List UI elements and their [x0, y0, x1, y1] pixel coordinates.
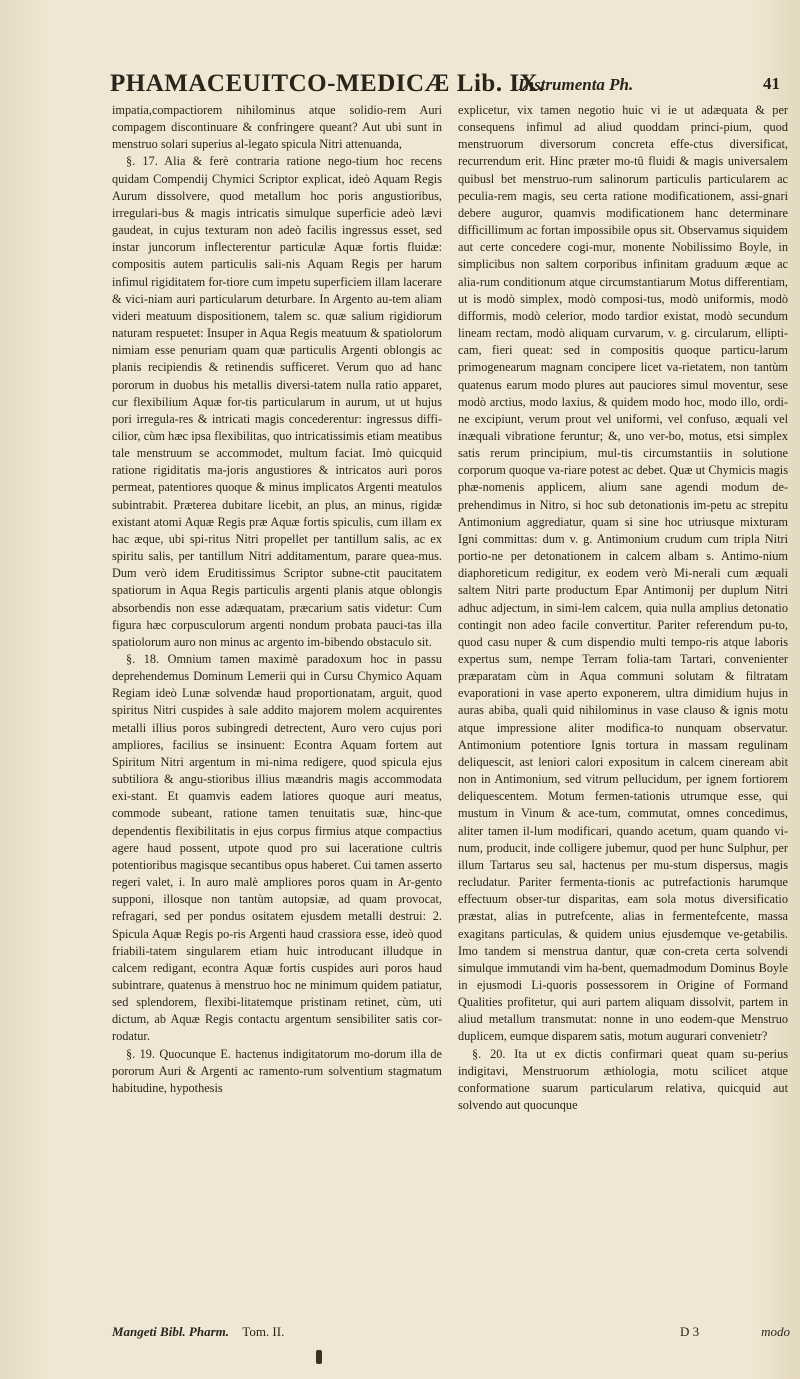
- footer-tome: Tom. II.: [242, 1324, 285, 1339]
- paragraph: §. 19. Quocunque E. hactenus indigitatorum mo-dorum illa de pororum Auri & Argenti ac ramento-rum solventium stagmatum habitudine, hypothesis: [112, 1046, 442, 1095]
- page-number: 41: [763, 74, 780, 93]
- running-title: PHAMACEUITCO-MEDICÆ Lib. IX.: [110, 70, 545, 97]
- left-column: [112, 102, 442, 1322]
- paragraph: §. 18. Omnium tamen maximè paradoxum hoc in passu deprehendemus Dominum Lemerii qui in Cursu Chymico Aquam Regiam ideò Lunæ solvendæ haud proportionatam, arguit, quod spiritus Nitri cuspides à sale addito majorem molem acquirentes metalli illius poros subingredi detrectent, Auro vero cujus pori ampliores, facilius se insinuent: Econtra Aquam fortem aut Spiritum Nitri argentum in mi-nima redigere, quod spicula ejus subtiliora & angu-stioribus illius mæandris magis accommodata exi-stant. Et quamvis eadem latiores quoque auri meatus, commode subeant, ratione tamen tenuitatis suæ, hinc-que dependentis flexibilitatis in ejus corpus firmius atque compactius agere haud possent, utpote quod pro sui laceratione cultris potentioribus magisque secantibus opus haberet. Cui tamen asserto regeri valet, i. In auro malè ampliores poros quam in Ar-gento supponi, illosque non tantùm autopsiæ, ad quam provocat, refragari, sed per pondus ositatem ejusdem metalli destrui: 2. Spicula Aquæ Regis po-ris Argenti haud crassiora esse, ideò quod friabili-tatem singularem etiam huic introducant illudque in calcem redigant, econtra Aquæ fortis cuspides auri poros haud subintrare, quatenus à menstruo hoc ne minimum quidem patiatur, sed splendorem, flexibi-litatemque pristinam retinet, cùm, uti dictum, ab Aquæ Regis contactu argentum sensibiliter satis cor-rodatur.: [112, 652, 442, 1044]
- footer-source: Mangeti Bibl. Pharm.: [112, 1324, 230, 1339]
- right-column: [458, 102, 788, 1322]
- text-columns: [112, 102, 796, 1322]
- catchword: modo: [761, 1324, 790, 1339]
- paragraph: impatia,compactiorem nihilominus atque solidio-rem Auri compagem discontinuare & confringere queant? Aut ubi sunt in menstruo solari superius al-legato spicula Nitri attenuanda,: [112, 103, 442, 152]
- signature-mark: D 3: [680, 1324, 700, 1339]
- page-header: [110, 70, 780, 104]
- section-title: Instrumenta Ph.: [518, 75, 634, 94]
- page-footer: [112, 1324, 284, 1340]
- ink-blot: [316, 1350, 322, 1364]
- paragraph: §. 20. Ita ut ex dictis confirmari queat quam su-perius indigitavi, Menstruorum æthiologia, motu scilicet atque conformatione suarum particularum relativa, quicquid aut solvendo aut quocunque: [458, 1046, 788, 1113]
- paragraph: §. 17. Alia & ferè contraria ratione nego-tium hoc recens quidam Compendij Chymici Scriptor explicat, ideò Aquam Regis Aurum dissolvere, quod metallum hoc poris angustioribus, irregulari-bus & magis intricatis simulque superficie adeò lævi gaudeat, in cujus texturam non adeò facilis ingressus esset, sed instar juncorum inflecterentur particulæ Aquæ fortis fluidæ: compositis autem particulis sali-nis Aquam Regis per harum infimul rigiditatem for-tiore cum impetu superficiem illam lacerare & vici-niam auri particularum deturbare. In Argento au-tem aliam videri meatuum dispositionem, talem sc. quæ salium rigidiorum naturam respuetet: Insuper in Aqua Regis meatuum & spatiolorum nimiam esse penuriam quam quæ particulis Argenti oblongis ac planis recipiendis & retinendis sufficeret. Verum quo ad hanc pororum in duobus his metallis diversi-tatem nulla ratio apparet, cur flexibilium Aquæ for-tis particularum in aurum, ut ut hujus pori irregula-res & intricati magis concederentur: ingressus diffi-cilior, cùm hæc ipsa flexibilitas, quo intricatissimis etiam meatibus tale menstruum se accommodet, multum faciat. Imò quicquid ratione rigiditatis ma-joris angustiores & intricatos auri poros permeat, patentiores quoque & minus implicatos Argenti meatulos subintrabit. Præterea dubitare licebit, an plus, an minus, rigidæ existant atomi Aquæ Regis præ Aquæ fortis spiculis, cum illam ex hac æque, ubi spi-ritus Nitri propellet per tantillum salis, ac ex spiritu salis, per tantillum Nitri additamentum, parare quea-mus. Dum verò idem Eruditissimus Scriptor subne-ctit paucitatem spatiorum in Aqua Regis particulis argenti planis atque oblongis absorbendis non esse adæquatam, præcarium satis videtur: Cum figura hæc corpusculorum argenti nondum probata pauci-tas illa spatiolorum auro non minus ac argento im-bibendo obstaculo sit.: [112, 154, 442, 649]
- paragraph: explicetur, vix tamen negotio huic vi ie ut adæquata & per consequens infimul ad aliud quoddam princi-pium, quod menstruorum diversorum concreta effe-ctus diversificat, recurrendum erit. Hinc præter mo-tû fluidi & magis universalem quibusl bet menstruo-rum salinorum particulis particularem ac peculia-rem magis, seu certa ratione modificationem, assi-gnari debere auguror, quamvis modificationem hanc determinare difficillimum ac fortan impossibile opus sit. Observamus siquidem aut certe concedere cogi-mur, monente Nobilissimo Boyle, in simplicibus non saltem corporibus infinitam graduum æque ac alia-rum conditionum atque circumstantiarum Motus differentiam, ut is modò simplex, modò composi-tus, modò uniformis, modò difformis, modò celerior, modo tardior existat, modò secundum lineam rectam, modò aliquam curvarum, v. g. circularum, ellipti-cam, fieri queat: sed in compositis quoque particu-larum primogenearum magnam concipere licet va-rietatem, non tantùm quatenus earum modo plures aut pauciores simul moventur, sese modò arctius, modo laxius, & quidem modo hoc, modo illo, ordi-ne excipiunt, verum prout vel uniformi, vel confuso, æquali vel inæquali vibratione feruntur; &, uno ver-bo, motus, etsi simplex satis rerum principium, mul-tis circumstantiis in solutione corporum quoque va-riare potest ac debet. Quæ ut Chymicis magis phæ-nomenis applicem, alium sane agendi modum de-prehendimus in Nitro, si hoc sub detonationis im-petu ac strepitu Antimonium aggrediatur, quam si sine hoc utriusque mixturam Igni committas: dum v. g. Antimonium crudum cum tripla Nitri portio-ne per detonationem in calcem albam s. Antimo-nium diaphoreticum redigitur, ex eodem verò Mi-nerali cum æquali saltem Nitri parte productum Epar Antimonij per duplum Nitri adhuc adjectum, in simi-lem calcem, quia nulla amplius detonatio contingit non adeo facile convertitur. Pariter referendum pu-to, quod casu nuper & cum dispendio multi tempo-ris atque laboris expertus sum, nempe Terram folia-tam Tartari, convenienter præparatam cùm in Aqua communi solutam & filtratam evaporationi in vase aperto exponerem, ultra dimidium hujus in auras abiba, quali quid nihilominus in vase clauso & ignis motu atque impressione aliter modifica-to nunquam observatur. Antimonium potentiore Ignis tortura in massam regulinam deliquescit, ast leniori calori expositum in calcem cineream abit non in Antimonium, sed vitrum pellucidum, per ignem fortiorem deliquescentem. Motum fermen-tationis utrumque esse, qui mustum in Vinum & ace-tum, commutat, omnes concedimus, aliter tamen il-lum modificari, quando acetum, quam quando vi-num, producit, inde colligere jubemur, quod per hunc Sulphur, per illum Tartarus seu sal, hactenus per mu-stum dispersus, magis recludatur. Pariter fermenta-tionis ac putrefactionis harumque effectuum obser-tur disparitas, eam sola motus diversificatio præstat, alias in putrefcente, alias in fermentefcente, massa exagitans particulas, & quidem unius ejusdemque ve-getabilis. Imo tandem si menstrua dantur, quæ con-creta certa solvendi simulque immutandi vim ha-bent, quemadmodum Dominus Boyle in ejusmodi Li-quoris possessorem in Origine of Formand Qualities profitetur, qui auri partem aliquam dissolvit, partem in aliud metallum transmutat: nonne in uno eodem-que Menstruo duplicem, eumque disparem satis, motum augurari convenietr?: [458, 103, 788, 1044]
